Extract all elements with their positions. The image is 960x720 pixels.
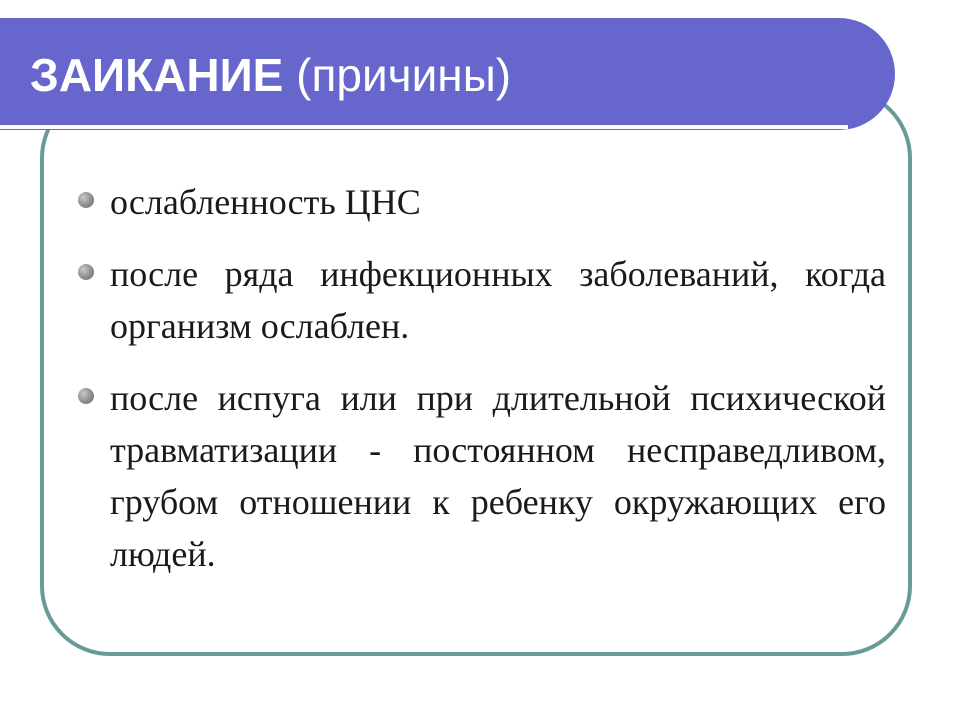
bullet-icon	[78, 192, 94, 208]
title-underline	[0, 125, 848, 129]
bullet-icon	[78, 388, 94, 404]
title-subtitle: (причины)	[283, 49, 512, 101]
bullet-item	[72, 176, 886, 228]
bullet-item	[72, 372, 886, 580]
bullet-icon	[78, 264, 94, 280]
bullet-text: после ряда инфекционных заболеваний, когда организм ослаблен.	[110, 254, 886, 346]
title-main: ЗАИКАНИЕ	[30, 49, 284, 101]
slide-title	[30, 40, 511, 110]
bullet-text: ослабленность ЦНС	[110, 182, 421, 222]
bullet-text: после испуга или при длительной психической травматизации - постоянном несправедливом, грубом отношении к ребенку окружающих его людей.	[110, 378, 886, 574]
bullet-item	[72, 248, 886, 352]
bullet-list	[72, 176, 886, 600]
